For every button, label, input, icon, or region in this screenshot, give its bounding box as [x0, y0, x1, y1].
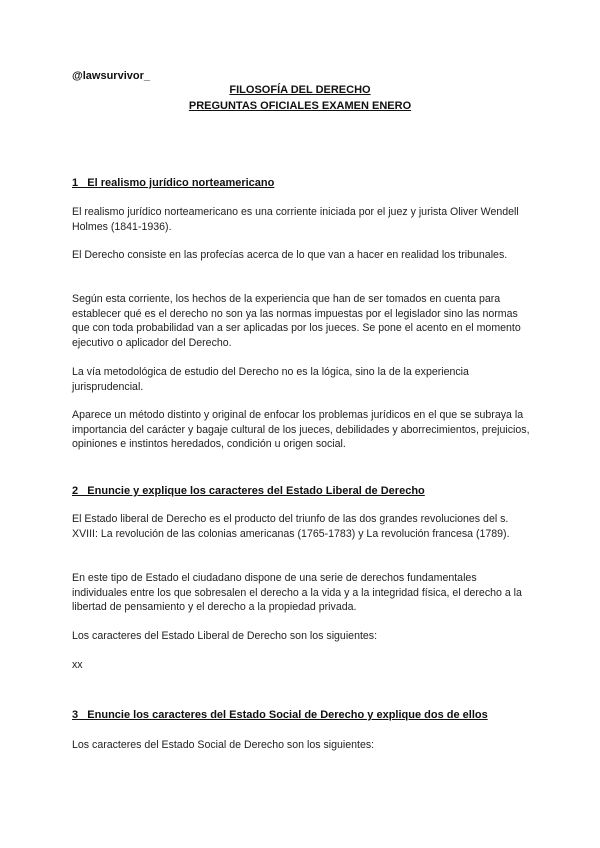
section-2-paragraph-3: Los caracteres del Estado Liberal de Derecho son los siguientes: [72, 630, 378, 642]
author-handle: @lawsurvivor_ [72, 70, 150, 82]
section-1-paragraph-1: El realismo jurídico norteamericano es una corriente iniciada por el juez y jurista Oliver Wendell Holmes (1841-1936). [72, 206, 519, 233]
section-1-paragraph-3: Según esta corriente, los hechos de la experiencia que han de ser tomados en cuenta para establecer qué es el derecho no son ya las normas impuestas por el legislador sino las normas que con toda probabilidad van a ser aplicadas por los jueces. Se pone el acento en el momento ejecutivo o aplicador del Derecho. [72, 293, 521, 349]
section-2-paragraph-1: El Estado liberal de Derecho es el producto del triunfo de las dos grandes revoluciones del s. XVIII: La revolución de las colonias americanas (1765-1783) y La revolución francesa (1789). [72, 513, 510, 540]
document-title: FILOSOFÍA DEL DERECHO [229, 84, 371, 96]
section-1-paragraph-2: El Derecho consiste en las profecías acerca de lo que van a hacer en realidad los tribunales. [72, 249, 508, 261]
section-2-heading: 2_ Enuncie y explique los caracteres del Estado Liberal de Derecho [72, 485, 425, 497]
document-subtitle: PREGUNTAS OFICIALES EXAMEN ENERO [188, 100, 412, 112]
section-3-heading: 3_ Enuncie los caracteres del Estado Social de Derecho y explique dos de ellos [72, 709, 488, 721]
section-1-paragraph-4: La vía metodológica de estudio del Derecho no es la lógica, sino la de la experiencia jurisprudencial. [72, 366, 469, 393]
section-2-paragraph-2: En este tipo de Estado el ciudadano dispone de una serie de derechos fundamentales individuales entre los que sobresalen el derecho a la vida y a la integridad física, el derecho a la libertad de pensamiento y el derecho a la propiedad privada. [72, 572, 522, 613]
section-2-paragraph-4: xx [72, 659, 83, 671]
section-1-paragraph-5: Aparece un método distinto y original de enfocar los problemas jurídicos en el que se subraya la importancia del carácter y bagaje cultural de los jueces, debilidades y aborrecimientos, prejuicios, opiniones e instintos heredados, condición u origen social. [72, 409, 530, 450]
section-3-paragraph-1: Los caracteres del Estado Social de Derecho son los siguientes: [72, 739, 375, 751]
section-1-heading: 1_ El realismo jurídico norteamericano [72, 177, 275, 189]
